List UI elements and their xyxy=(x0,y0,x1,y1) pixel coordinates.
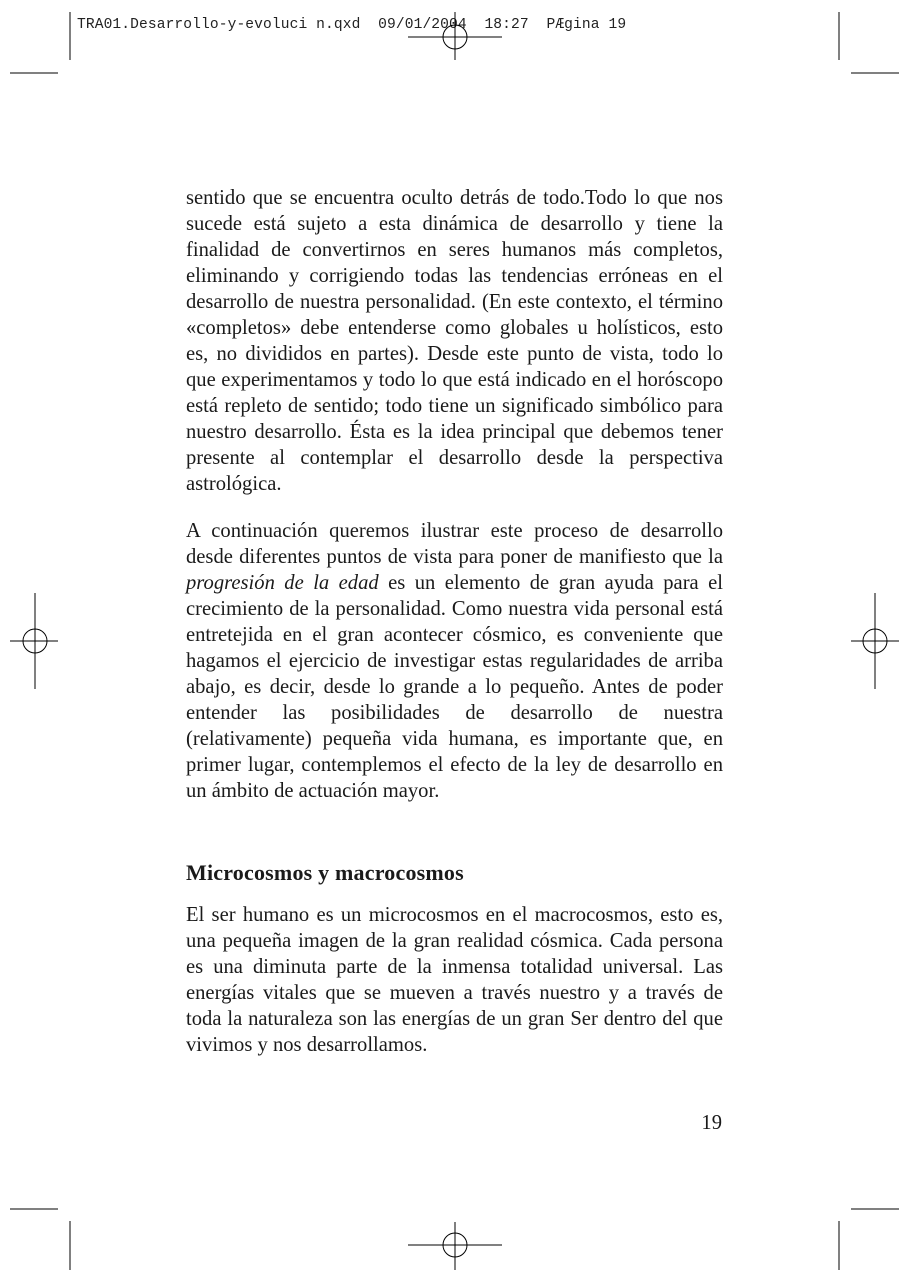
paragraph-2-text-end: es un elemento de gran ayuda para el crecimiento de la personalidad. Como nuestra vida personal está entretejida en el gran acontecer cósmico, es conveniente que hagamos el ejercicio de investigar estas regularidades de arriba abajo, es decir, desde lo grande a lo pequeño. Antes de poder entender las posibilidades de desarrollo de nuestra (relativamente) pequeña vida humana, es importante que, en primer lugar, contemplemos el efecto de la ley de desarrollo en un ámbito de actuación mayor. xyxy=(186,572,724,802)
registration-mark-left xyxy=(10,593,58,689)
body-paragraph-2 xyxy=(186,518,723,804)
paragraph-2-text-start: A continuación queremos ilustrar este proceso de desarrollo desde diferentes puntos de vista para poner de manifiesto que la xyxy=(186,520,723,568)
registration-mark-bottom xyxy=(408,1222,502,1270)
section-heading: Microcosmos y macrocosmos xyxy=(186,860,464,885)
body-paragraph-3: El ser humano es un microcosmos en el macrocosmos, esto es, una pequeña imagen de la gran realidad cósmica. Cada persona es una diminuta parte de la inmensa totalidad universal. Las energías vitales que se mueven a través nuestro y a través de toda la naturaleza son las energías de un gran Ser dentro del que vivimos y nos desarrollamos. xyxy=(186,904,723,1056)
page-number: 19 xyxy=(701,1112,722,1134)
paragraph-2-italic-phrase: progresión de la edad xyxy=(186,572,379,594)
print-slug: TRA01.Desarrollo-y-evoluci n.qxd 09/01/2004 18:27 PÆgina 19 xyxy=(77,17,627,33)
body-paragraph-1: sentido que se encuentra oculto detrás de todo.Todo lo que nos sucede está sujeto a esta dinámica de desarrollo y tiene la finalidad de convertirnos en seres humanos más completos, eliminando y corrigiendo todas las tendencias erróneas en el desarrollo de nuestra personalidad. (En este contexto, el término «completos» debe entenderse como globales u holísticos, esto es, no divididos en partes). Desde este punto de vista, todo lo que experimentamos y todo lo que está indicado en el horóscopo está repleto de sentido; todo tiene un significado simbólico para nuestro desarrollo. Ésta es la idea principal que debemos tener presente al contemplar el desarrollo desde la perspectiva astrológica. xyxy=(186,187,723,495)
registration-mark-right xyxy=(851,593,899,689)
